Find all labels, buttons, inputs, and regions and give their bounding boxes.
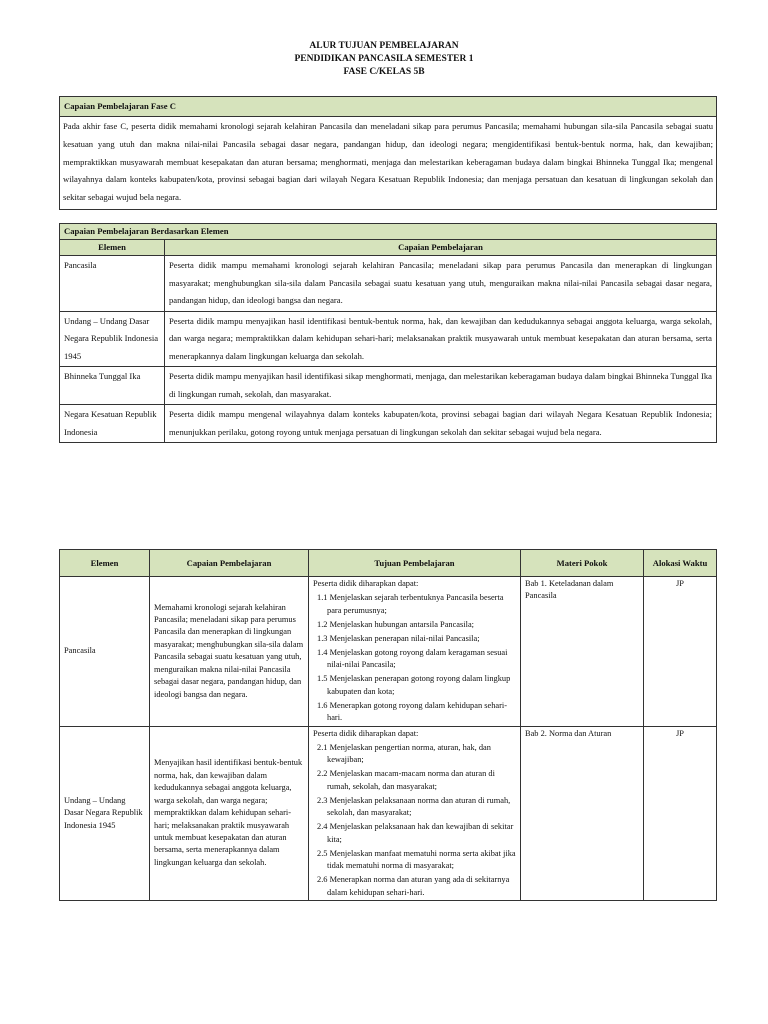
tp-item: 1.4 Menjelaskan gotong royong dalam keragaman sesuai nilai-nilai Pancasila; xyxy=(317,647,508,670)
atp-cp-cell: Menyajikan hasil identifikasi bentuk-bentuk norma, hak, dan kewajiban dalam kedudukannya sebagai anggota keluarga, warga sekolah, dan warga negara; mempraktikkan dalam kehidupan sehari-hari; melaksanakan praktik musyawarah untuk membuat kesepakatan dan aturan bersama, serta menerapkannya dalam lingkungan keluarga dan sekolah. xyxy=(150,726,309,900)
atp-cp-cell: Memahami kronologi sejarah kelahiran Pancasila; meneladani sikap para perumus Pancasila dan menerapkan di lingkungan masyarakat; menghubungkan sila-sila dalam Pancasila sebagai suatu kesatuan yang utuh, menguraikan makna nilai-nilai Pancasila sebagai dasar negara, pandangan hidup, dan ideologi bangsa dan negara. xyxy=(150,577,309,727)
col-elemen-header: Elemen xyxy=(60,240,165,256)
elemen-table xyxy=(59,223,717,443)
title-line-3: FASE C/KELAS 5B xyxy=(343,67,425,77)
table-row xyxy=(60,726,717,900)
atp-col-cp: Capaian Pembelajaran xyxy=(150,550,309,577)
atp-alokasi-cell: JP xyxy=(644,577,717,727)
tp-list xyxy=(313,592,516,725)
elemen-cell: Bhinneka Tunggal Ika xyxy=(60,367,165,405)
elemen-cell: Negara Kesatuan Republik Indonesia xyxy=(60,405,165,443)
title-line-1: ALUR TUJUAN PEMBELAJARAN xyxy=(309,41,459,51)
atp-tp-cell xyxy=(309,577,521,727)
tp-item: 2.3 Menjelaskan pelaksanaan norma dan aturan di rumah, sekolah, dan masyarakat; xyxy=(317,795,511,818)
atp-elemen-cell: Pancasila xyxy=(60,577,150,727)
atp-table xyxy=(59,549,717,901)
atp-col-tp: Tujuan Pembelajaran xyxy=(309,550,521,577)
cp-cell: Peserta didik mampu mengenal wilayahnya dalam konteks kabupaten/kota, provinsi sebagai bagian dari wilayah Negara Kesatuan Republik Indonesia; menunjukkan perilaku, gotong royong untuk menjaga persatuan di lingkungan sekolah dan sekitar sebagai wujud bela negara. xyxy=(165,405,717,443)
elemen-cell: Pancasila xyxy=(60,256,165,312)
tp-item: 2.1 Menjelaskan pengertian norma, aturan, hak, dan kewajiban; xyxy=(317,742,491,765)
tp-intro: Peserta didik diharapkan dapat: xyxy=(313,728,419,738)
tp-item: 2.6 Menerapkan norma dan aturan yang ada di sekitarnya dalam kehidupan sehari-hari. xyxy=(317,875,510,897)
document-title xyxy=(0,40,768,79)
atp-tp-cell xyxy=(309,726,521,900)
table-row xyxy=(60,405,717,443)
tp-item: 2.4 Menjelaskan pelaksanaan hak dan kewajiban di sekitar kita; xyxy=(317,822,514,844)
tp-item: 1.2 Menjelaskan hubungan antarsila Pancasila; xyxy=(317,619,474,629)
table-row xyxy=(60,311,717,367)
tp-item: 1.1 Menjelaskan sejarah terbentuknya Pancasila beserta para perumusnya; xyxy=(317,593,504,615)
atp-materi-cell: Bab 2. Norma dan Aturan xyxy=(521,726,644,900)
atp-col-elemen: Elemen xyxy=(60,550,150,577)
table-row xyxy=(60,256,717,312)
fase-c-header: Capaian Pembelajaran Fase C xyxy=(60,97,717,117)
cp-cell: Peserta didik mampu menyajikan hasil identifikasi sikap menghormati, menjaga, dan melestarikan keberagaman budaya dalam bingkai Bhinneka Tunggal Ika di lingkungan rumah, sekolah, dan masyarakat. xyxy=(165,367,717,405)
atp-elemen-cell: Undang – Undang Dasar Negara Republik Indonesia 1945 xyxy=(60,726,150,900)
tp-item: 2.2 Menjelaskan macam-macam norma dan aturan di rumah, sekolah, dan masyarakat; xyxy=(317,769,495,791)
fase-c-text: Pada akhir fase C, peserta didik memahami kronologi sejarah kelahiran Pancasila dan meneladani sikap para perumus Pancasila; memahami hubungan sila-sila Pancasila sebagai suatu kesatuan yang utuh dan makna nilai-nilai Pancasila sebagai dasar negara, pandangan hidup, dan ideologi negara; mengidentifikasi bentuk-bentuk norma, hak, dan kewajiban; mempraktikkan musyawarah membuat kesepakatan dan aturan bersama; menghormati, menjaga dan melestarikan keberagaman budaya dalam bingkai Bhinneka Tunggal Ika; mengenal wilayahnya dalam konteks kabupaten/kota, provinsi sebagai bagian dari wilayah Negara Kesatuan Republik Indonesia; dan menjaga persatuan dan kesatuan di lingkungan sekolah dan sekitar sebagai wujud bela negara. xyxy=(60,117,717,210)
atp-alokasi-cell: JP xyxy=(644,726,717,900)
atp-col-alokasi: Alokasi Waktu xyxy=(644,550,717,577)
atp-col-materi: Materi Pokok xyxy=(521,550,644,577)
fase-c-table xyxy=(59,96,717,210)
tp-item: 2.5 Menjelaskan manfaat mematuhi norma serta akibat jika tidak mematuhi norma di masyarakat; xyxy=(317,848,516,871)
elemen-table-header: Capaian Pembelajaran Berdasarkan Elemen xyxy=(60,224,717,240)
tp-intro: Peserta didik diharapkan dapat: xyxy=(313,579,419,588)
table-row xyxy=(60,367,717,405)
col-cp-header: Capaian Pembelajaran xyxy=(165,240,717,256)
tp-item: 1.3 Menjelaskan penerapan nilai-nilai Pancasila; xyxy=(317,633,480,643)
table-row xyxy=(60,577,717,727)
tp-item: 1.6 Menerapkan gotong royong dalam kehidupan sehari-hari. xyxy=(317,700,508,723)
tp-list xyxy=(313,742,516,899)
atp-materi-cell: Bab 1. Keteladanan dalam Pancasila xyxy=(521,577,644,727)
elemen-cell: Undang – Undang Dasar Negara Republik Indonesia 1945 xyxy=(60,311,165,367)
cp-cell: Peserta didik mampu memahami kronologi sejarah kelahiran Pancasila; meneladani sikap para perumus Pancasila dan menerapkan di lingkungan masyarakat; menghubungkan sila-sila dalam Pancasila sebagai suatu kesatuan yang utuh, menguraikan makna nilai-nilai Pancasila sebagai dasar negara, pandangan hidup, dan ideologi bangsa dan negara. xyxy=(165,256,717,312)
cp-cell: Peserta didik mampu menyajikan hasil identifikasi bentuk-bentuk norma, hak, dan kewajiban dan kedudukannya sebagai anggota keluarga, warga sekolah, dan warga negara; mempraktikkan dalam kehidupan sehari-hari; melaksanakan praktik musyawarah untuk membuat kesepakatan dan aturan bersama, serta menerapkannya dalam lingkungan keluarga dan sekolah. xyxy=(165,311,717,367)
tp-item: 1.5 Menjelaskan penerapan gotong royong dalam lingkup kabupaten dan kota; xyxy=(317,674,511,696)
title-line-2: PENDIDIKAN PANCASILA SEMESTER 1 xyxy=(294,54,474,64)
